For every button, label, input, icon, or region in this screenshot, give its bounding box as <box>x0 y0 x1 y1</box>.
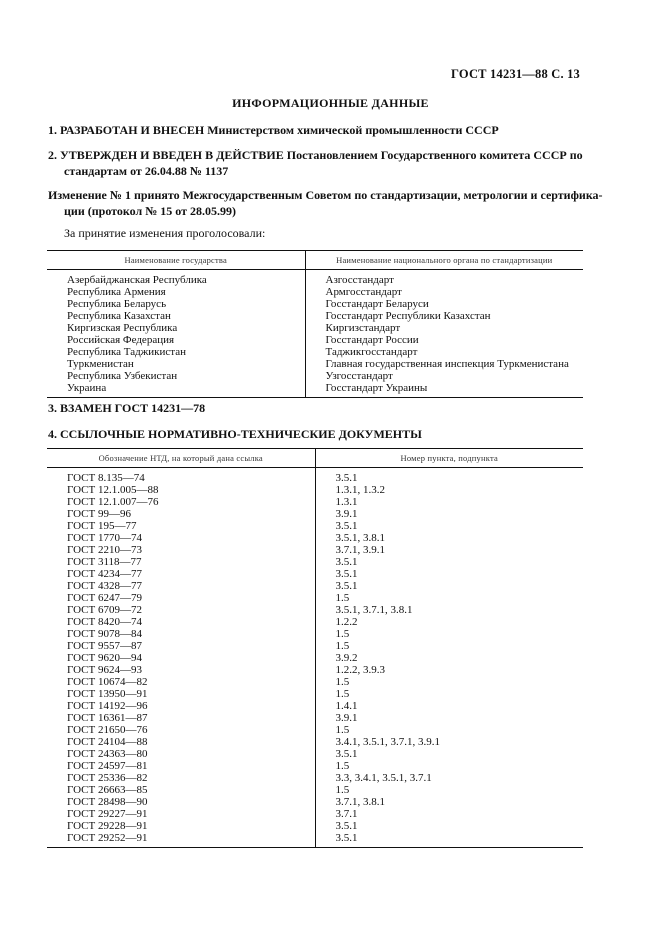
reference-clause-cell: 3.5.1 <box>315 580 583 592</box>
reference-clause-cell: 3.9.2 <box>315 652 583 664</box>
reference-clause-cell: 3.5.1 <box>315 556 583 568</box>
states-table <box>47 250 583 398</box>
reference-row <box>47 748 583 760</box>
state-row <box>47 286 583 298</box>
state-row <box>47 310 583 322</box>
reference-clause-cell: 3.9.1 <box>315 712 583 724</box>
reference-clause-cell: 1.5 <box>315 628 583 640</box>
state-name-cell: Республика Узбекистан <box>67 370 178 382</box>
standards-body-cell: Таджикгосстандарт <box>305 346 583 358</box>
reference-row <box>47 604 583 616</box>
voted-caption: За принятие изменения проголосовали: <box>64 226 266 240</box>
reference-doc-cell: ГОСТ 99—96 <box>67 508 131 520</box>
reference-row <box>47 508 583 520</box>
standards-body-cell: Главная государственная инспекция Туркменистана <box>305 358 583 370</box>
standards-body-cell: Госстандарт России <box>305 334 583 346</box>
state-name-cell: Республика Беларусь <box>67 298 167 310</box>
section-1-text: Министерством химической промышленности СССР <box>207 123 499 137</box>
section-2-lead: УТВЕРЖДЕН И ВВЕДЕН В ДЕЙСТВИЕ <box>60 148 284 162</box>
page-header-ref: ГОСТ 14231—88 С. 13 <box>451 67 580 81</box>
references-table <box>47 448 583 848</box>
reference-clause-cell: 3.5.1 <box>315 468 583 485</box>
state-name-cell: Туркменистан <box>67 358 134 370</box>
reference-row <box>47 784 583 796</box>
state-name-cell: Украина <box>47 382 305 398</box>
reference-row <box>47 520 583 532</box>
refs-col-doc-header: Обозначение НТД, на который дана ссылка <box>47 449 315 468</box>
reference-row <box>47 532 583 544</box>
states-table-header-row <box>47 251 583 270</box>
states-col-body-header: Наименование национального органа по стандартизации <box>305 251 583 270</box>
section-1 <box>48 122 588 138</box>
reference-clause-cell: 3.5.1 <box>315 820 583 832</box>
reference-clause-cell: 3.5.1, 3.8.1 <box>315 532 583 544</box>
section-4-number: 4. <box>48 427 57 441</box>
reference-clause-cell: 3.5.1 <box>315 568 583 580</box>
state-name-cell: Киргизская Республика <box>67 322 178 334</box>
reference-doc-cell: ГОСТ 2210—73 <box>67 544 142 556</box>
reference-doc-cell: ГОСТ 1770—74 <box>67 532 142 544</box>
reference-row <box>47 664 583 676</box>
section-3-number: 3. <box>48 401 57 415</box>
reference-row <box>47 760 583 772</box>
reference-clause-cell: 3.9.1 <box>315 508 583 520</box>
reference-clause-cell: 1.5 <box>315 676 583 688</box>
standards-body-cell: Армгосстандарт <box>305 286 583 298</box>
section-3 <box>48 400 588 416</box>
standards-body-cell: Госстандарт Беларуси <box>305 298 583 310</box>
reference-clause-cell: 1.5 <box>315 640 583 652</box>
amendment-line-1: Изменение № 1 принято Межгосударственным Советом по стандартизации, метрологии и сертифика- <box>48 188 603 202</box>
state-row <box>47 270 583 287</box>
reference-clause-cell: 3.5.1 <box>315 520 583 532</box>
reference-row <box>47 796 583 808</box>
reference-clause-cell: 3.7.1 <box>315 808 583 820</box>
reference-doc-cell: ГОСТ 12.1.005—88 <box>67 484 159 496</box>
reference-doc-cell: ГОСТ 195—77 <box>67 520 137 532</box>
reference-row <box>47 592 583 604</box>
reference-clause-cell: 1.5 <box>315 724 583 736</box>
amendment-note <box>48 187 608 219</box>
reference-doc-cell: ГОСТ 25336—82 <box>67 772 148 784</box>
reference-doc-cell: ГОСТ 6247—79 <box>67 592 142 604</box>
section-1-number: 1. <box>48 123 57 137</box>
reference-clause-cell: 1.5 <box>315 760 583 772</box>
reference-row <box>47 724 583 736</box>
reference-clause-cell: 3.5.1, 3.7.1, 3.8.1 <box>315 604 583 616</box>
section-2-text-cont: стандартам от 26.04.88 № 1137 <box>64 164 229 178</box>
reference-row <box>47 544 583 556</box>
reference-row <box>47 808 583 820</box>
state-name-cell: Азербайджанская Республика <box>67 274 207 286</box>
refs-col-clause-header: Номер пункта, подпункта <box>315 449 583 468</box>
reference-clause-cell: 3.5.1 <box>315 748 583 760</box>
state-row <box>47 322 583 334</box>
reference-doc-cell: ГОСТ 6709—72 <box>67 604 142 616</box>
reference-doc-cell: ГОСТ 4328—77 <box>67 580 142 592</box>
state-row <box>47 334 583 346</box>
reference-doc-cell: ГОСТ 9620—94 <box>67 652 142 664</box>
reference-row <box>47 568 583 580</box>
reference-doc-cell: ГОСТ 10674—82 <box>67 676 148 688</box>
reference-row <box>47 616 583 628</box>
standards-body-cell: Узгосстандарт <box>305 370 583 382</box>
standards-body-cell: Азгосстандарт <box>305 270 583 287</box>
reference-clause-cell: 1.2.2, 3.9.3 <box>315 664 583 676</box>
reference-row <box>47 820 583 832</box>
reference-row <box>47 468 583 485</box>
state-row <box>47 298 583 310</box>
reference-doc-cell: ГОСТ 14192—96 <box>67 700 148 712</box>
state-row <box>47 370 583 382</box>
reference-clause-cell: 3.3, 3.4.1, 3.5.1, 3.7.1 <box>315 772 583 784</box>
state-name-cell: Российская Федерация <box>67 334 175 346</box>
reference-row <box>47 772 583 784</box>
reference-clause-cell: 3.7.1, 3.9.1 <box>315 544 583 556</box>
reference-clause-cell: 1.3.1 <box>315 496 583 508</box>
reference-clause-cell: 3.4.1, 3.5.1, 3.7.1, 3.9.1 <box>315 736 583 748</box>
reference-doc-cell: ГОСТ 24104—88 <box>67 736 148 748</box>
reference-doc-cell: ГОСТ 29228—91 <box>67 820 148 832</box>
reference-doc-cell: ГОСТ 26663—85 <box>67 784 148 796</box>
section-4-lead: ССЫЛОЧНЫЕ НОРМАТИВНО-ТЕХНИЧЕСКИЕ ДОКУМЕНТЫ <box>60 427 422 441</box>
reference-doc-cell: ГОСТ 24597—81 <box>67 760 148 772</box>
document-title: ИНФОРМАЦИОННЫЕ ДАННЫЕ <box>232 96 429 110</box>
reference-clause-cell: 1.5 <box>315 688 583 700</box>
reference-doc-cell: ГОСТ 9624—93 <box>67 664 142 676</box>
reference-doc-cell: ГОСТ 13950—91 <box>67 688 148 700</box>
refs-table-header-row <box>47 449 583 468</box>
reference-row <box>47 700 583 712</box>
state-name-cell: Республика Армения <box>67 286 166 298</box>
state-row <box>47 358 583 370</box>
reference-doc-cell: ГОСТ 8420—74 <box>67 616 142 628</box>
reference-row <box>47 580 583 592</box>
reference-doc-cell: ГОСТ 24363—80 <box>67 748 148 760</box>
reference-row <box>47 652 583 664</box>
reference-row <box>47 484 583 496</box>
state-name-cell: Республика Казахстан <box>67 310 171 322</box>
reference-doc-cell: ГОСТ 12.1.007—76 <box>67 496 159 508</box>
reference-row <box>47 688 583 700</box>
reference-clause-cell: 1.5 <box>315 592 583 604</box>
reference-row <box>47 556 583 568</box>
reference-doc-cell: ГОСТ 9078—84 <box>67 628 142 640</box>
section-2-number: 2. <box>48 148 57 162</box>
reference-clause-cell: 3.7.1, 3.8.1 <box>315 796 583 808</box>
section-2 <box>48 147 588 179</box>
reference-doc-cell: ГОСТ 16361—87 <box>67 712 148 724</box>
reference-doc-cell: ГОСТ 29227—91 <box>67 808 148 820</box>
reference-doc-cell: ГОСТ 21650—76 <box>67 724 148 736</box>
reference-row <box>47 628 583 640</box>
reference-doc-cell: ГОСТ 28498—90 <box>67 796 148 808</box>
states-col-state-header: Наименование государства <box>47 251 305 270</box>
section-3-lead: ВЗАМЕН ГОСТ 14231—78 <box>60 401 206 415</box>
reference-doc-cell: ГОСТ 4234—77 <box>67 568 142 580</box>
reference-row <box>47 676 583 688</box>
reference-row <box>47 736 583 748</box>
reference-row <box>47 712 583 724</box>
reference-clause-cell: 1.5 <box>315 784 583 796</box>
amendment-line-2: ции (протокол № 15 от 28.05.99) <box>64 204 237 218</box>
reference-doc-cell: ГОСТ 9557—87 <box>67 640 142 652</box>
reference-clause-cell: 3.5.1 <box>315 832 583 848</box>
state-row <box>47 382 583 398</box>
section-4 <box>48 426 588 442</box>
reference-doc-cell: ГОСТ 3118—77 <box>67 556 142 568</box>
reference-row <box>47 640 583 652</box>
state-row <box>47 346 583 358</box>
reference-clause-cell: 1.4.1 <box>315 700 583 712</box>
standards-body-cell: Госстандарт Украины <box>305 382 583 398</box>
reference-row <box>47 832 583 848</box>
state-name-cell: Республика Таджикистан <box>67 346 186 358</box>
section-2-text: Постановлением Государственного комитета СССР по <box>286 148 583 162</box>
standards-body-cell: Госстандарт Республики Казахстан <box>305 310 583 322</box>
reference-doc-cell: ГОСТ 29252—91 <box>47 832 315 848</box>
section-1-lead: РАЗРАБОТАН И ВНЕСЕН <box>60 123 205 137</box>
reference-doc-cell: ГОСТ 8.135—74 <box>67 472 145 484</box>
reference-clause-cell: 1.3.1, 1.3.2 <box>315 484 583 496</box>
standards-body-cell: Киргизстандарт <box>305 322 583 334</box>
reference-row <box>47 496 583 508</box>
reference-clause-cell: 1.2.2 <box>315 616 583 628</box>
